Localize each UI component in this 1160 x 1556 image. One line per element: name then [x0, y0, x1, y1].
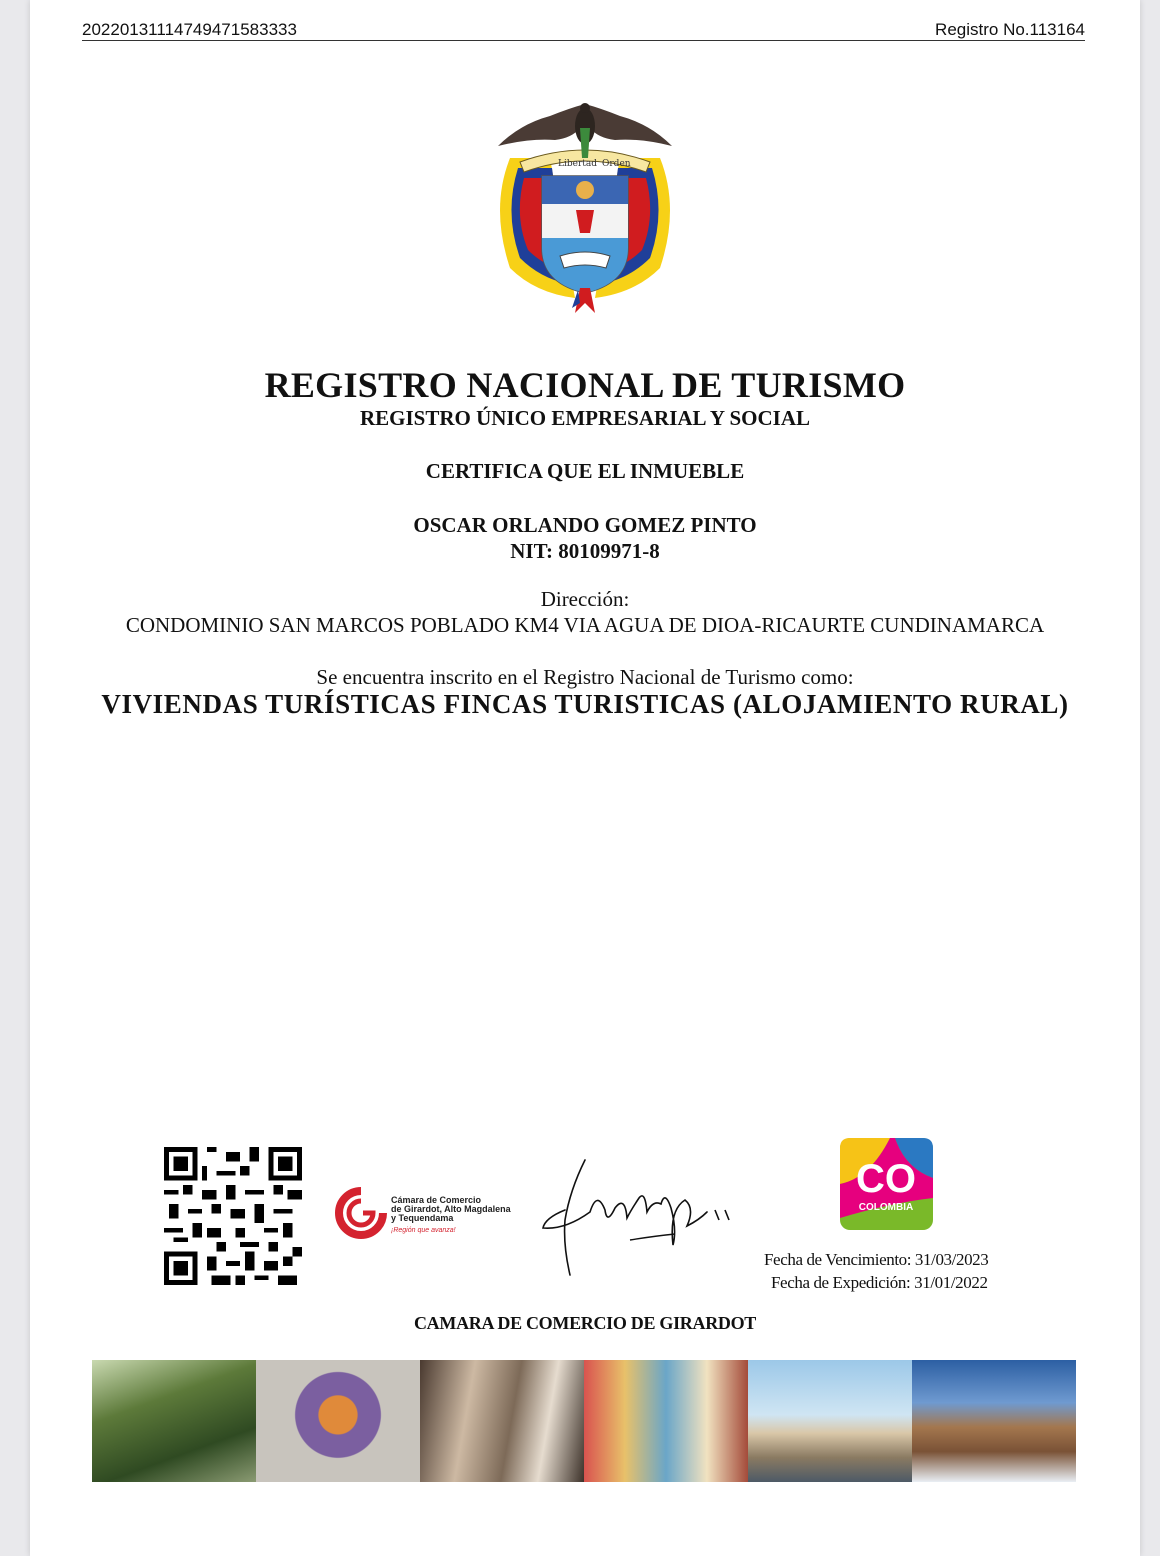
address-value: CONDOMINIO SAN MARCOS POBLADO KM4 VIA AGUA DE DIOA-RICAURTE CUNDINAMARCA [125, 613, 1045, 637]
qr-code [164, 1147, 302, 1285]
registro-number: Registro No.113164 [935, 20, 1085, 39]
registration-statement: Se encuentra inscrito en el Registro Nacional de Turismo como: [316, 665, 854, 689]
ccg-logo-line2: de Girardot, Alto Magdalena [391, 1204, 511, 1214]
page-header [82, 20, 1085, 41]
co-logo-subtext: COLOMBIA [858, 1202, 914, 1213]
issue-date: Fecha de Expedición: 31/01/2022 [771, 1273, 988, 1292]
ccg-logo-line1: Cámara de Comercio [391, 1195, 482, 1205]
issuing-chamber: CAMARA DE COMERCIO DE GIRARDOT [413, 1313, 756, 1333]
co-logo-text: CO [856, 1157, 916, 1201]
rock-formation-photo [912, 1360, 1076, 1482]
motto-libertad: Libertad [558, 159, 597, 169]
historic-building-photo [748, 1360, 912, 1482]
document-code: 20220131114749471583333 [82, 20, 297, 39]
colonial-street-photo [584, 1360, 748, 1482]
certificate-title: REGISTRO NACIONAL DE TURISMO [264, 365, 906, 405]
camara-comercio-logo [335, 1187, 540, 1243]
colombia-brand-logo [840, 1138, 933, 1230]
forest-path-photo [92, 1360, 256, 1482]
musicians-photo [420, 1360, 584, 1482]
photo-strip [92, 1360, 1076, 1482]
address-label: Dirección: [540, 587, 630, 611]
motto-orden: Orden [602, 159, 631, 169]
owner-nit: NIT: 80109971-8 [510, 539, 660, 563]
certificate-page [30, 0, 1140, 1556]
ccg-logo-tagline: ¡Región que avanza! [391, 1227, 456, 1234]
ccg-logo-line3: y Tequendama [391, 1213, 454, 1223]
condor-bird-photo [256, 1360, 420, 1482]
certifica-statement: CERTIFICA QUE EL INMUEBLE [425, 459, 745, 483]
certificate-subtitle: REGISTRO ÚNICO EMPRESARIAL Y SOCIAL [359, 406, 811, 430]
signature [535, 1150, 735, 1280]
owner-name: OSCAR ORLANDO GOMEZ PINTO [413, 513, 757, 537]
expiration-date: Fecha de Vencimiento: 31/03/2023 [764, 1250, 989, 1269]
tourism-category: VIVIENDAS TURÍSTICAS FINCAS TURISTICAS (ALOJAMIENTO RURAL) [101, 689, 1069, 719]
coat-of-arms-emblem [480, 98, 690, 320]
